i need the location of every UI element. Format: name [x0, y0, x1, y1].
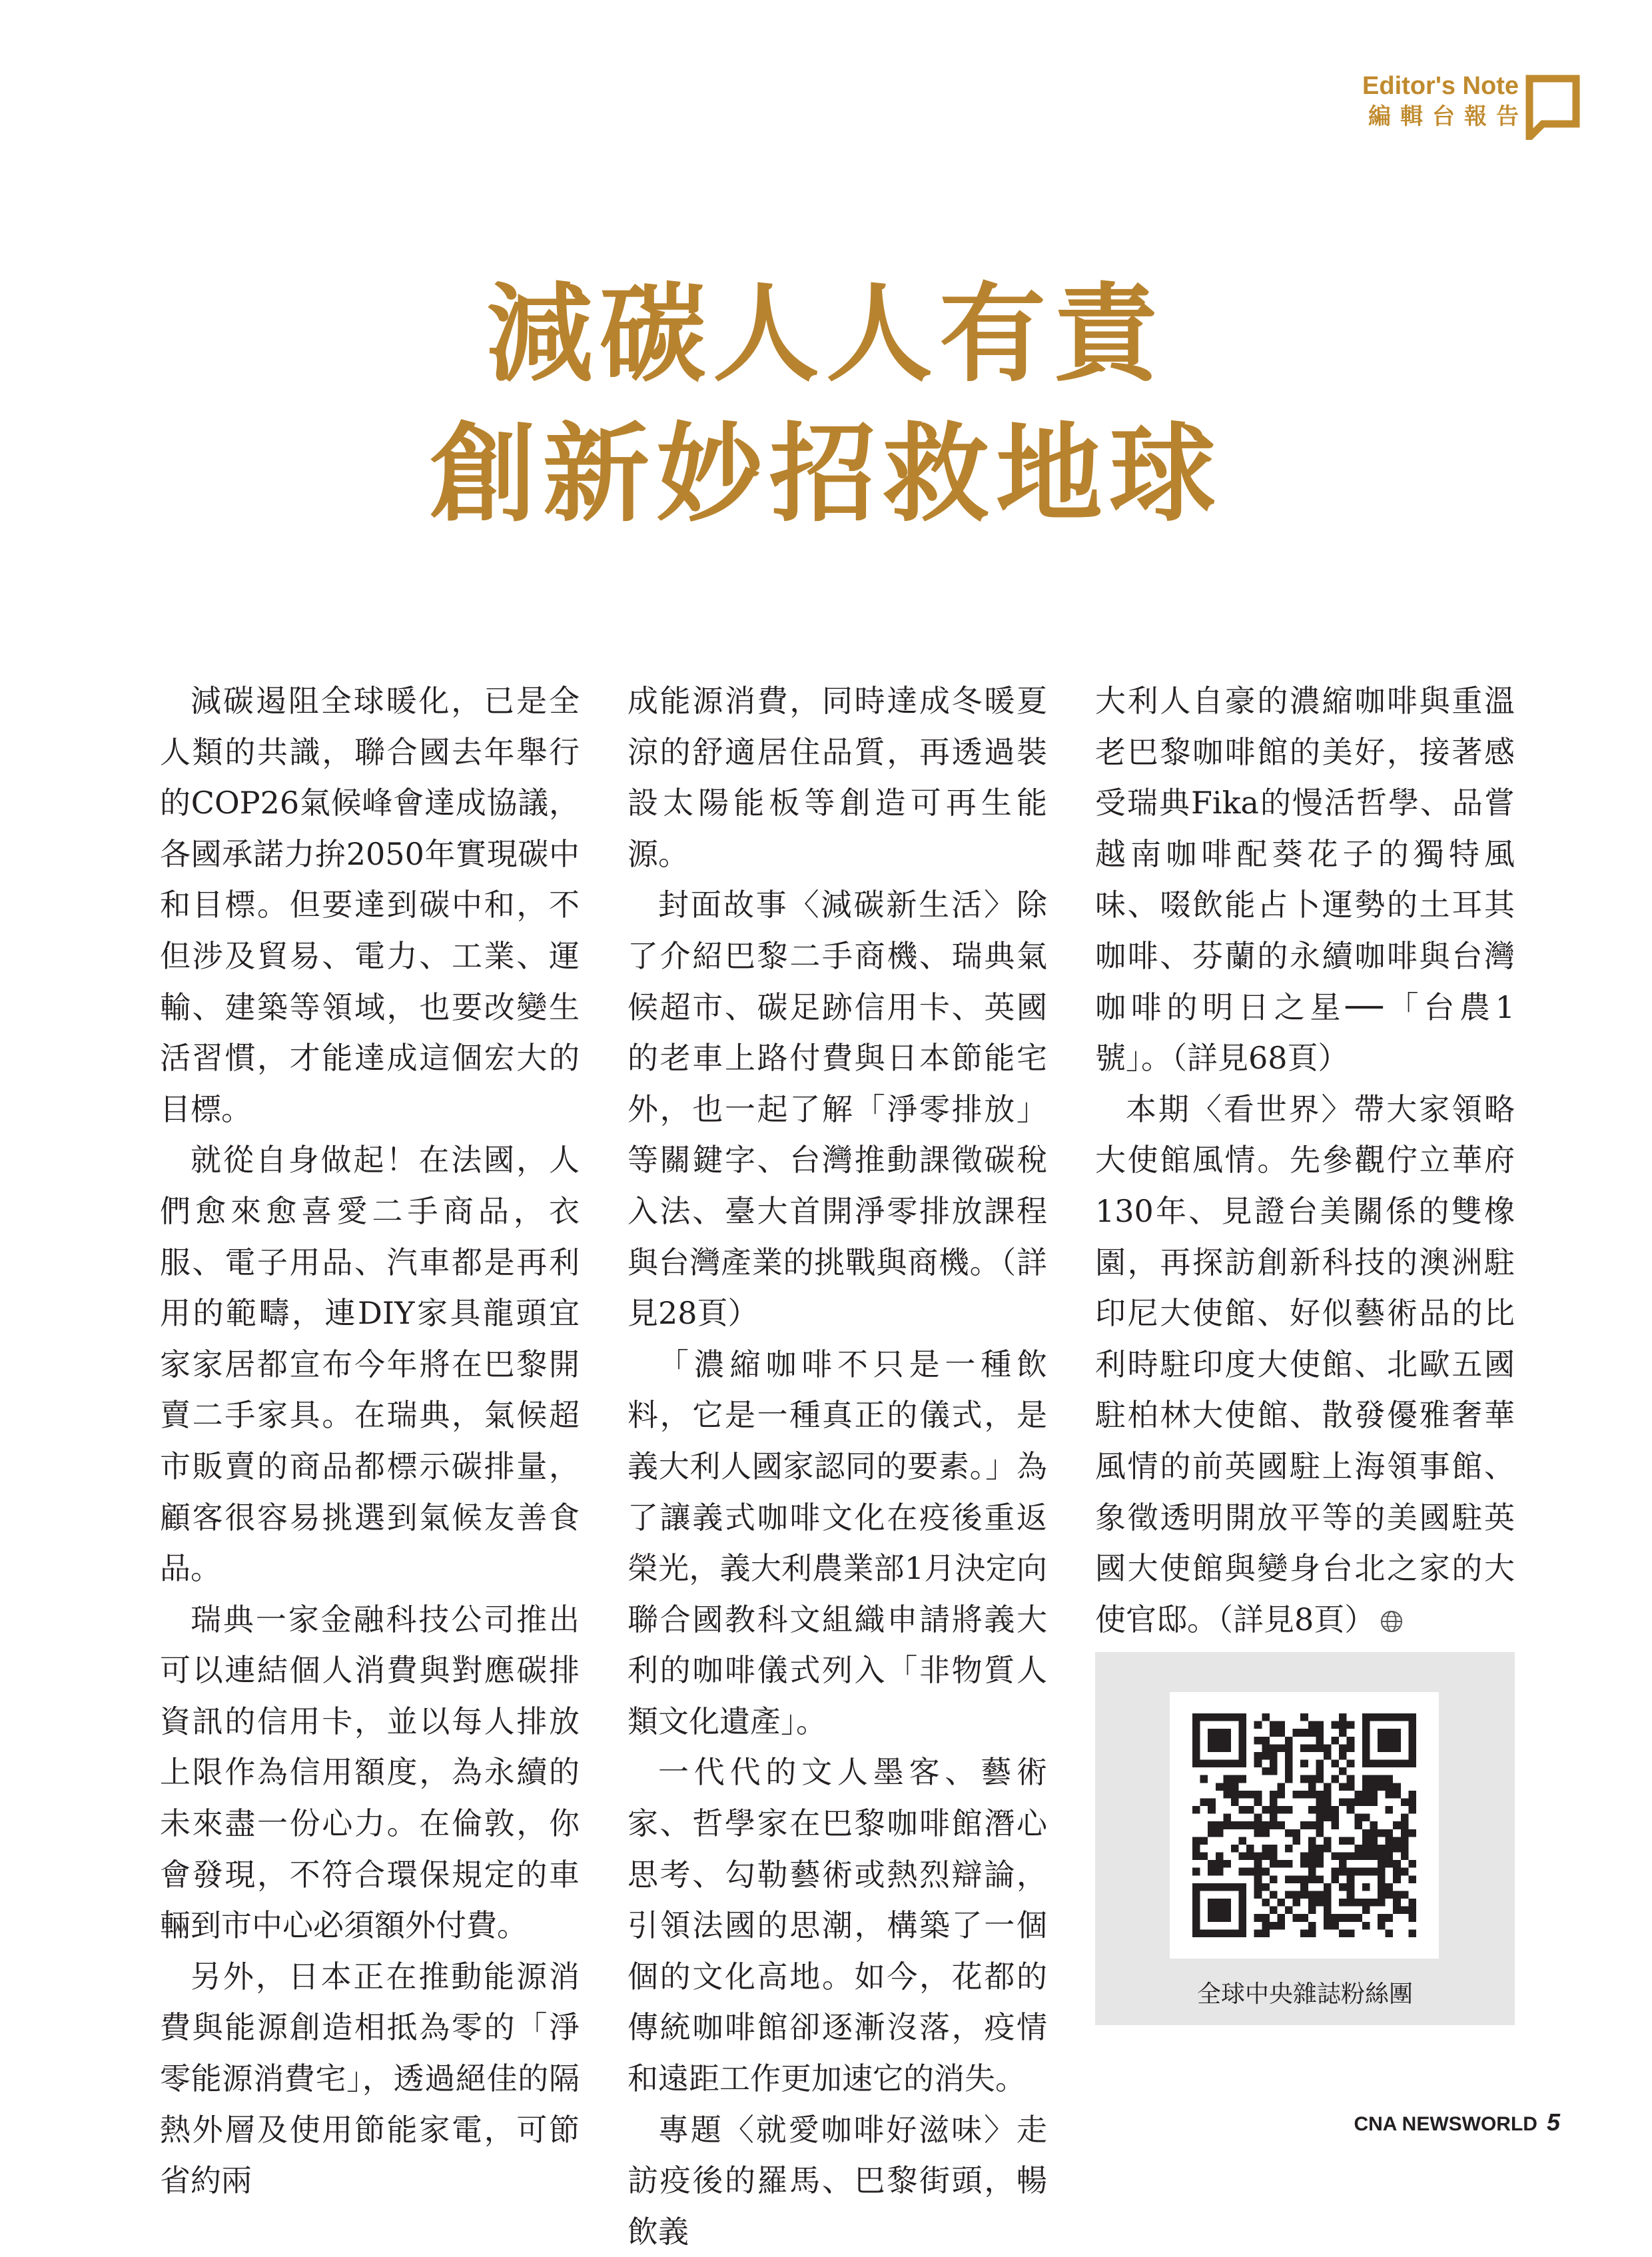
qr-code[interactable] [1192, 1713, 1416, 1937]
section-header [1362, 71, 1528, 132]
article-title [0, 264, 1652, 544]
paragraph: 專題〈就愛咖啡好滋味〉走訪疫後的羅馬、巴黎街頭，暢飲義 [627, 2111, 1047, 2250]
paragraph: 大利人自豪的濃縮咖啡與重溫老巴黎咖啡館的美好，接著感受瑞典Fika的慢活哲學、品嘗越南咖啡配葵花子的獨特風味、啜飲能占卜運勢的土耳其咖啡、芬蘭的永續咖啡與台灣咖啡的明日之星──「台農1號」。（詳見68頁） [1095, 683, 1515, 1077]
paragraph: 就從自身做起！在法國，人們愈來愈喜愛二手商品，衣服、電子用品、汽車都是再利用的範疇，連DIY家具龍頭宜家家居都宣布今年將在巴黎開賣二手家具。在瑞典，氣候超市販賣的商品都標示碳排量，顧客很容易挑選到氣候友善食品。 [160, 1142, 580, 1587]
paragraph: 減碳遏阻全球暖化，已是全人類的共識，聯合國去年舉行的COP26氣候峰會達成協議，各國承諾力拚2050年實現碳中和目標。但要達到碳中和，不但涉及貿易、電力、工業、運輸、建築等領域，也要改變生活習慣，才能達成這個宏大的目標。 [160, 683, 580, 1127]
globe-icon [1380, 1610, 1403, 1633]
text-column-3 [1095, 676, 1515, 1645]
qr-caption: 全球中央雜誌粉絲團 [1196, 1981, 1413, 2008]
qr-card [1170, 1692, 1439, 1959]
magazine-name: CNA NEWSWORLD [1354, 2113, 1537, 2135]
title-line-1: 減碳人人有責 [486, 271, 1166, 396]
paragraph-text: 本期〈看世界〉帶大家領略大使館風情。先參觀佇立華府130年、見證台美關係的雙橡園，再探訪創新科技的澳洲駐印尼大使館、好似藝術品的比利時駐印度大使館、北歐五國駐柏林大使館、散發優雅奢華風情的前英國駐上海領事館、象徵透明開放平等的美國駐英國大使館與變身台北之家的大使官邸。（詳見8頁） [1095, 1091, 1515, 1637]
paragraph: 瑞典一家金融科技公司推出可以連結個人消費與對應碳排資訊的信用卡，並以每人排放上限作為信用額度，為永續的未來盡一份心力。在倫敦，你會發現，不符合環保規定的車輛到市中心必須額外付費。 [160, 1601, 580, 1944]
text-column-1 [160, 676, 580, 2206]
paragraph: 成能源消費，同時達成冬暖夏涼的舒適居住品質，再透過裝設太陽能板等創造可再生能源。 [627, 683, 1047, 872]
section-label-zh: 編輯台報告 [1368, 103, 1528, 130]
qr-panel [1095, 1652, 1515, 2025]
text-column-2 [627, 676, 1047, 2257]
page-number: 5 [1546, 2108, 1560, 2136]
speech-bubble-icon [1525, 75, 1580, 140]
title-line-2: 創新妙招救地球 [429, 411, 1222, 536]
page-footer [1354, 2108, 1560, 2136]
paragraph: 一代代的文人墨客、藝術家、哲學家在巴黎咖啡館潛心思考、勾勒藝術或熱烈辯論，引領法國的思潮，構築了一個個的文化高地。如今，花都的傳統咖啡館卻逐漸沒落，疫情和遠距工作更加速它的消失。 [627, 1754, 1047, 2097]
paragraph [1095, 1084, 1515, 1645]
section-label-en: Editor's Note [1362, 72, 1519, 100]
paragraph: 「濃縮咖啡不只是一種飲料，它是一種真正的儀式，是義大利人國家認同的要素。」為了讓義式咖啡文化在疫後重返榮光，義大利農業部1月決定向聯合國教科文組織申請將義大利的咖啡儀式列入「非物質人類文化遺產」。 [627, 1346, 1047, 1739]
paragraph: 另外，日本正在推動能源消費與能源創造相抵為零的「淨零能源消費宅」，透過絕佳的隔熱外層及使用節能家電，可節省約兩 [160, 1958, 580, 2199]
paragraph: 封面故事〈減碳新生活〉除了介紹巴黎二手商機、瑞典氣候超市、碳足跡信用卡、英國的老車上路付費與日本節能宅外，也一起了解「淨零排放」等關鍵字、台灣推動課徵碳稅入法、臺大首開淨零排放課程與台灣產業的挑戰與商機。（詳見28頁） [627, 887, 1047, 1332]
